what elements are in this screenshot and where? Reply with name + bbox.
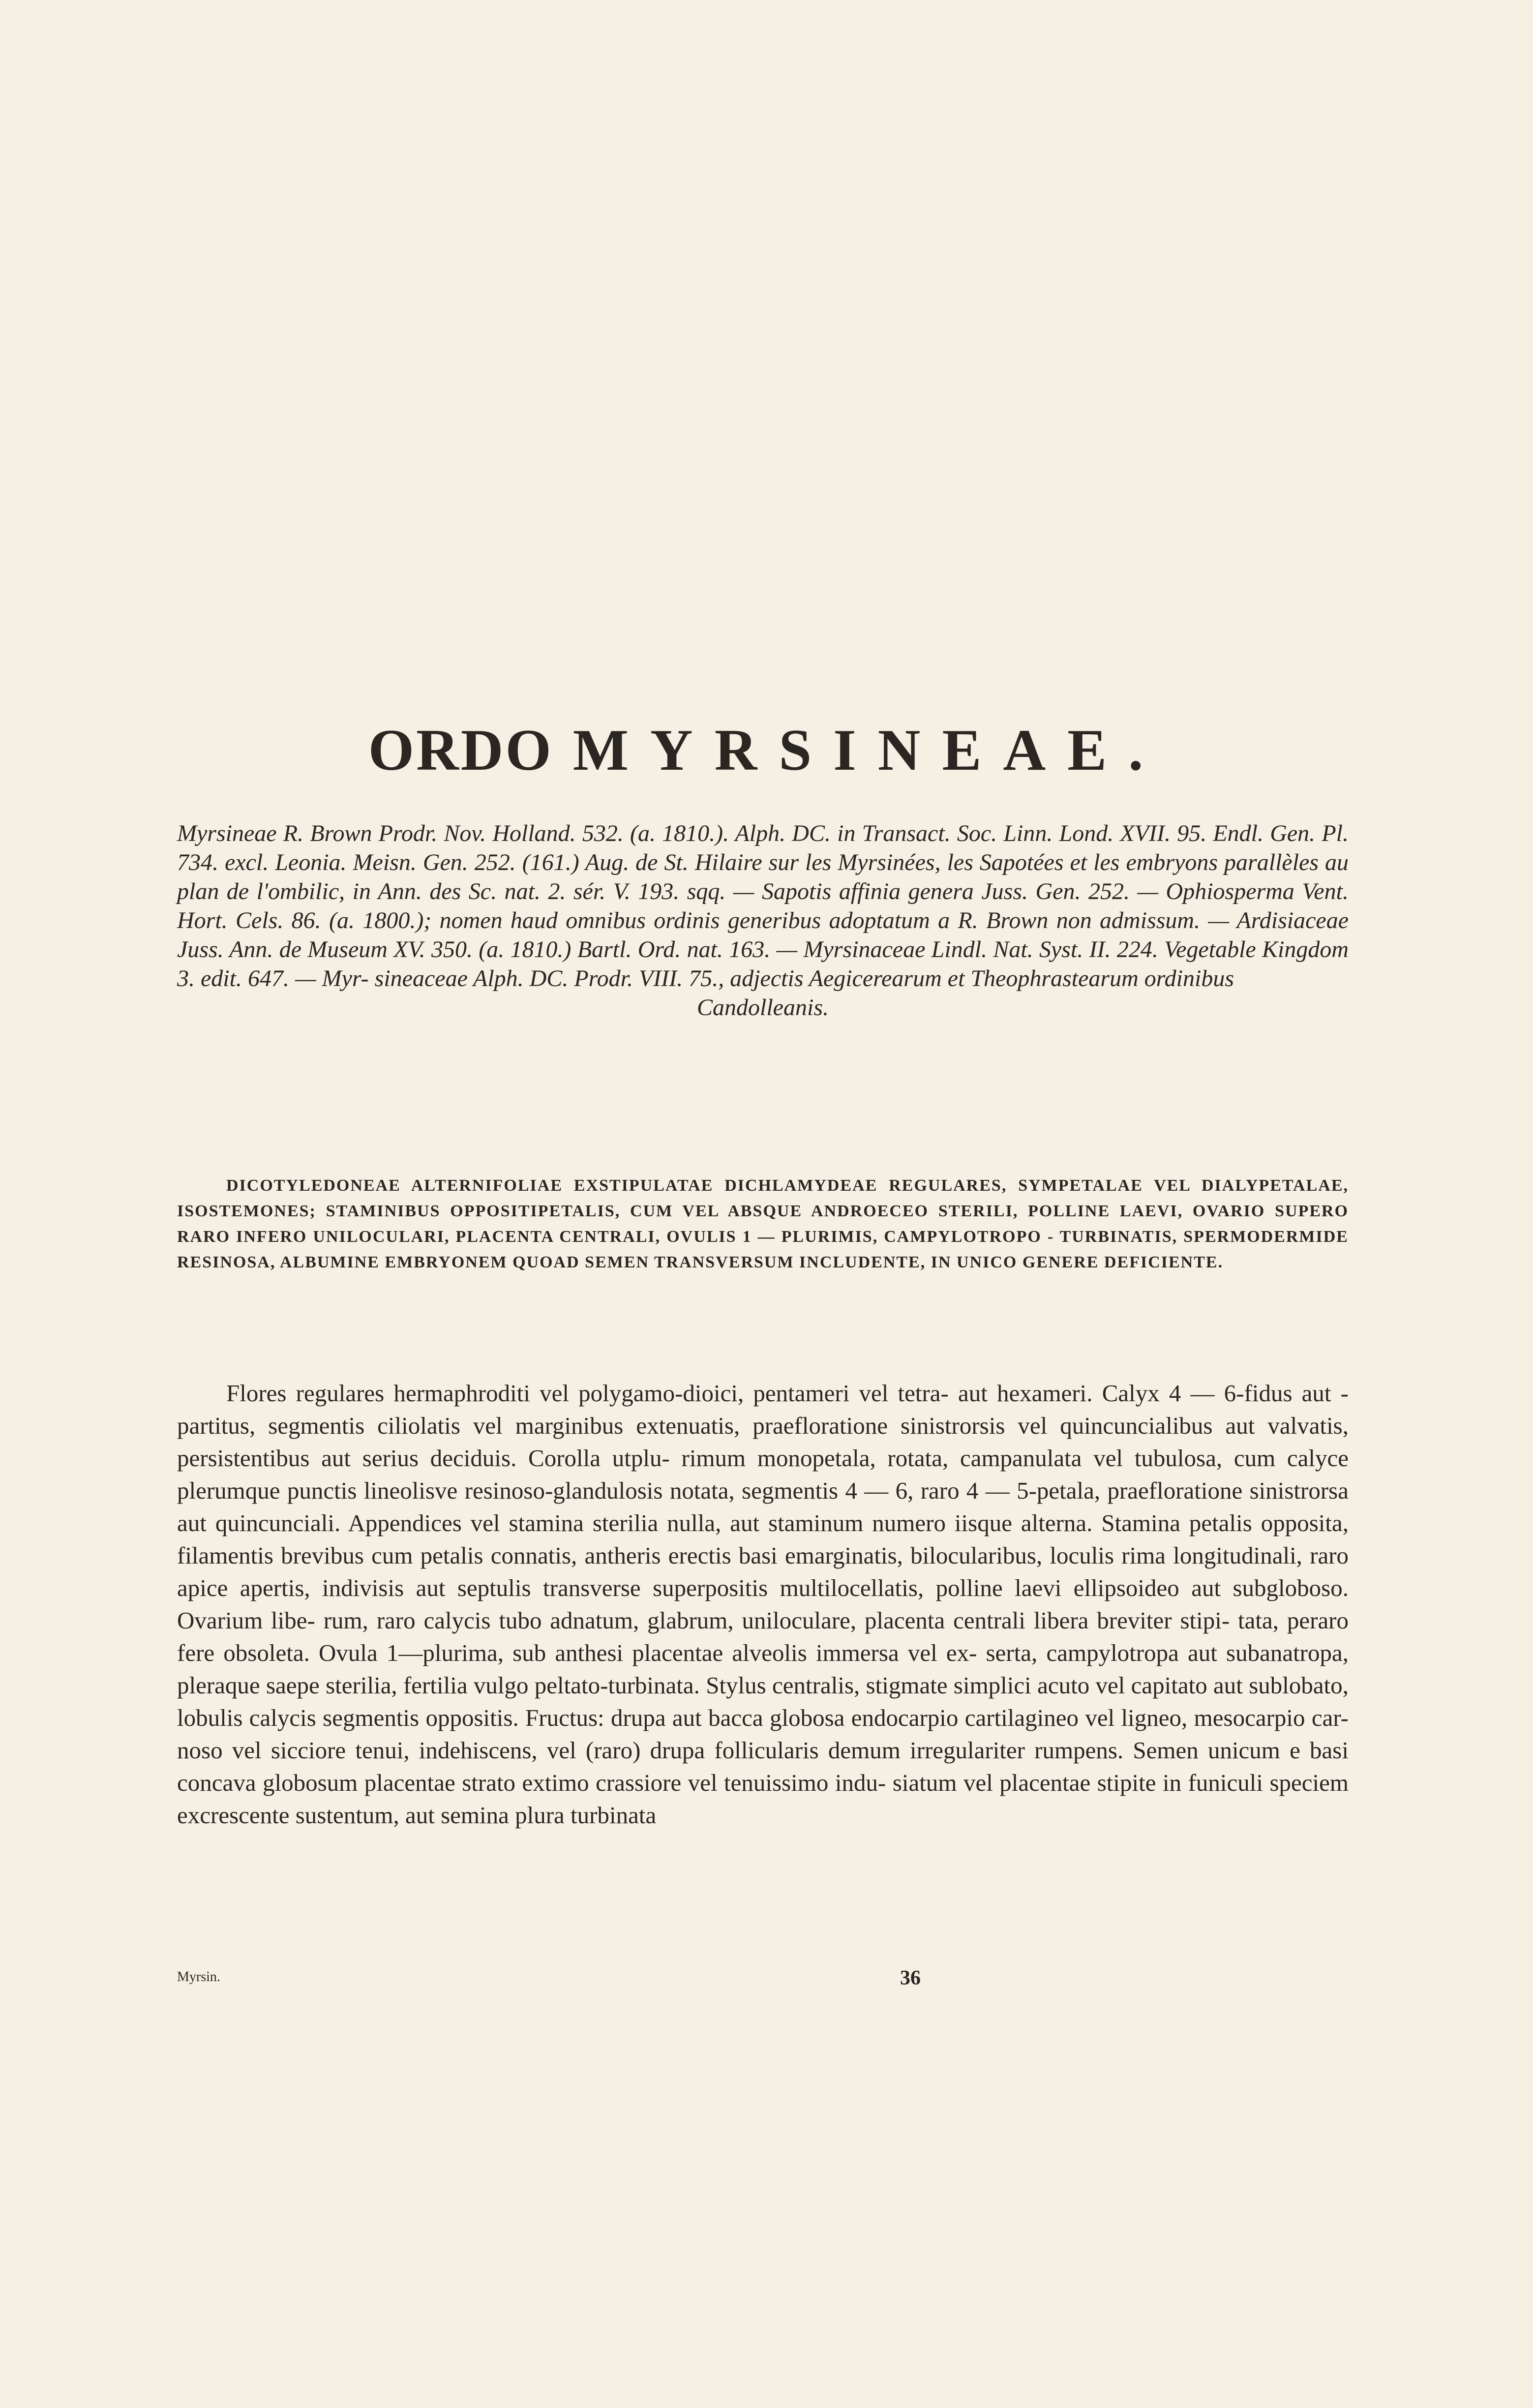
description-line: quincunciali. Appendices vel stamina sterilia nulla, aut staminum numero iisque alterna. xyxy=(215,1509,1093,1536)
synonymy-line: Brown non admissum. — Ardisiaceae Juss. Ann. de Museum XV. 350. (a. 1810.) Bartl. Ord. xyxy=(177,907,1349,963)
description-line: Flores regulares hermaphroditi vel polygamo-dioici, pentameri vel tetra- aut hexameri. xyxy=(226,1380,1093,1407)
synonymy-line: des Sc. nat. 2. sér. V. 193. sqq. — Sapotis affinia genera Juss. Gen. 252. — Ophiosperma xyxy=(429,878,1294,904)
description-line: Calyx 4 — 6-fidus aut -partitus, segmentis ciliolatis vel marginibus extenuatis, praefloratione xyxy=(177,1380,1349,1439)
description-line: siatum vel placentae stipite in funiculi speciem excrescente sustentum, aut semina plura turbinata xyxy=(177,1769,1349,1829)
description-line: noso vel sicciore tenui, indehiscens, vel (raro) drupa follicularis demum irregulariter rumpens. xyxy=(177,1737,1124,1764)
description-line: serta, campylotropa aut subanatropa, pleraque saepe sterilia, fertilia vulgo peltato-turbinata. xyxy=(177,1639,1349,1699)
description-line: tata, peraro fere obsoleta. Ovula 1—plurima, sub anthesi placentae alveolis immersa vel ex- xyxy=(177,1607,1349,1666)
synonymy-line: Hilaire sur les Myrsinées, les Sapotées et les embryons parallèles au plan de l'ombilic, in Ann. xyxy=(177,849,1349,904)
title-ordo: ORDO xyxy=(368,717,553,783)
order-title xyxy=(0,717,1533,783)
synonymy-line: Myrsineae R. Brown Prodr. Nov. Holland. 532. (a. 1810.). Alph. DC. in Transact. Soc. xyxy=(177,820,997,846)
synonymy-line: nat. 163. — Myrsinaceae Lindl. Nat. Syst. II. 224. Vegetable Kingdom 3. edit. 647. — Myr- xyxy=(177,936,1349,992)
description-line: rum, raro calycis tubo adnatum, glabrum, uniloculare, placenta centrali libera breviter stipi- xyxy=(323,1607,1230,1634)
characters-line: 1 — PLURIMIS, CAMPYLOTROPO - TURBINATIS, SPERMODERMIDE RESINOSA, ALBUMINE EMBRYONEM xyxy=(177,1228,1349,1271)
characters-line: QUOAD SEMEN TRANSVERSUM INCLUDENTE, IN UNICO GENERE DEFICIENTE. xyxy=(512,1253,1224,1271)
characters-line: VEL DIALYPETALAE, ISOSTEMONES; STAMINIBUS OPPOSITIPETALIS, CUM VEL ABSQUE ANDROECEO xyxy=(177,1176,1349,1220)
description-paragraph xyxy=(177,1377,1349,1832)
characters-paragraph xyxy=(177,1173,1349,1275)
characters-line: DICOTYLEDONEAE ALTERNIFOLIAE EXSTIPULATAE DICHLAMYDEAE REGULARES, SYMPETALAE xyxy=(226,1176,1143,1195)
description-line: emarginatis, bilocularibus, loculis rima longitudinali, raro apice apertis, indivisis aut septulis xyxy=(177,1542,1349,1601)
description-line: Stylus centralis, stigmate simplici acuto vel capitato aut sublobato, lobulis calycis segmentis xyxy=(177,1672,1349,1731)
description-line: resinoso-glandulosis notata, segmentis 4 — 6, raro 4 — 5-petala, praefloratione sinistrorsa aut xyxy=(177,1477,1349,1536)
description-line: Semen unicum e basi concava globosum placentae strato extimo crassiore vel tenuissimo indu- xyxy=(177,1737,1349,1796)
synonymy-last-line: Candolleanis. xyxy=(696,994,829,1021)
synonymy-line: Vent. Hort. Cels. 86. (a. 1800.); nomen haud omnibus ordinis generibus adoptatum a R. xyxy=(177,878,1349,933)
description-line: sinistrorsis vel quincuncialibus aut valvatis, persistentibus aut serius deciduis. Corolla utplu- xyxy=(177,1412,1349,1472)
synonymy-line: Linn. Lond. XVII. 95. Endl. Gen. Pl. 734. excl. Leonia. Meisn. Gen. 252. (161.) Aug. de St. xyxy=(177,820,1349,875)
synonymy-line: sineaceae Alph. DC. Prodr. VIII. 75., adjectis Aegicerearum et Theophrastearum ordinibus xyxy=(374,965,1234,992)
characters-line: STERILI, POLLINE LAEVI, OVARIO SUPERO RARO INFERO UNILOCULARI, PLACENTA CENTRALI, OVULIS xyxy=(177,1202,1349,1246)
description-line: oppositis. Fructus: drupa aut bacca globosa endocarpio cartilagineo vel ligneo, mesocarpio car- xyxy=(425,1704,1349,1731)
description-line: Stamina petalis opposita, filamentis brevibus cum petalis connatis, antheris erectis basi xyxy=(177,1509,1349,1569)
description-line: transverse superpositis multilocellatis, polline laevi ellipsoideo aut subgloboso. Ovarium libe- xyxy=(177,1574,1349,1634)
description-line: rimum monopetala, rotata, campanulata vel tubulosa, cum calyce plerumque punctis lineolisve xyxy=(177,1445,1349,1504)
page-number: 36 xyxy=(900,1967,921,1989)
title-myrsineae: MYRSINEAE. xyxy=(572,717,1165,783)
synonymy-paragraph xyxy=(177,819,1349,1022)
signature-mark: Myrsin. xyxy=(177,1969,220,1985)
